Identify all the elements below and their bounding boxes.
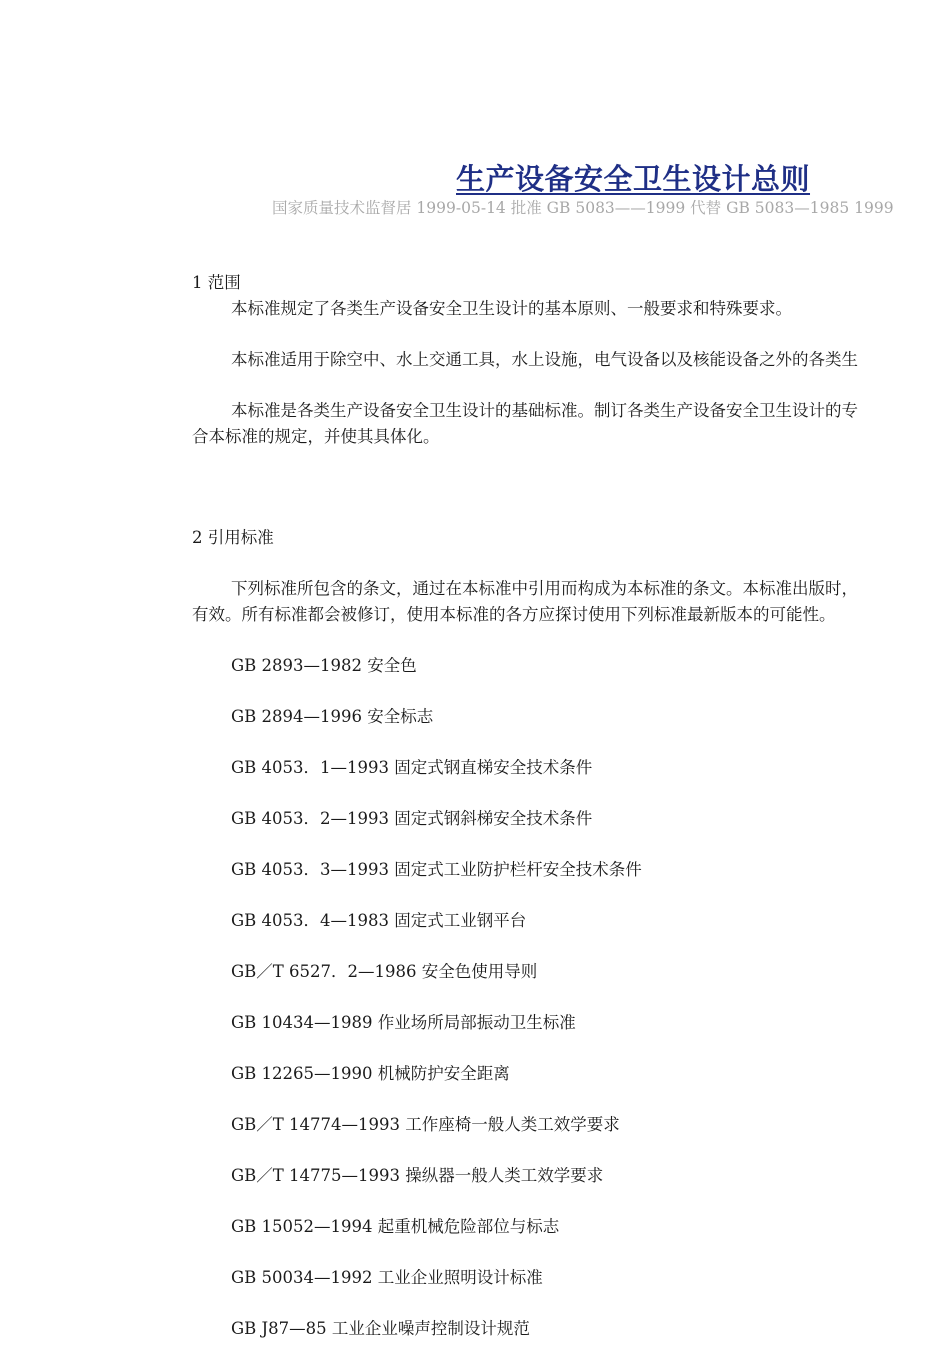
reference-item: GB J87—85 工业企业噪声控制设计规范 [231, 1319, 530, 1338]
reference-item: GB 12265—1990 机械防护安全距离 [231, 1064, 510, 1083]
section-2-intro-line-2: 有效。所有标准都会被修订，使用本标准的各方应探讨使用下列标准最新版本的可能性。 [192, 605, 836, 624]
reference-item: GB 2894—1996 安全标志 [231, 707, 434, 726]
section-1-paragraph-1: 本标准规定了各类生产设备安全卫生设计的基本原则、一般要求和特殊要求。 [231, 299, 792, 318]
reference-item: GB 4053．3—1993 固定式工业防护栏杆安全技术条件 [231, 860, 642, 879]
reference-item: GB／T 6527．2—1986 安全色使用导则 [231, 962, 538, 981]
document-title[interactable]: 生产设备安全卫生设计总则 [456, 162, 811, 196]
section-2-intro-line-1: 下列标准所包含的条文，通过在本标准中引用而构成为本标准的条文。本标准出版时， [231, 579, 858, 598]
reference-item: GB 4053．1—1993 固定式钢直梯安全技术条件 [231, 758, 593, 777]
reference-item: GB／T 14775—1993 操纵器一般人类工效学要求 [231, 1166, 604, 1185]
section-1-heading: 1 范围 [192, 273, 241, 292]
section-2-heading: 2 引用标准 [192, 528, 274, 547]
reference-item: GB 4053．2—1993 固定式钢斜梯安全技术条件 [231, 809, 593, 828]
reference-item: GB 4053．4—1983 固定式工业钢平台 [231, 911, 527, 930]
reference-item: GB／T 14774—1993 工作座椅一般人类工效学要求 [231, 1115, 620, 1134]
reference-item: GB 50034—1992 工业企业照明设计标准 [231, 1268, 543, 1287]
document-subtitle: 国家质量技术监督居 1999-05-14 批准 GB 5083——1999 代替 GB 5083—1985 1999 [272, 199, 894, 217]
reference-item: GB 15052—1994 起重机械危险部位与标志 [231, 1217, 560, 1236]
reference-item: GB 2893—1982 安全色 [231, 656, 417, 675]
section-1-paragraph-2: 本标准适用于除空中、水上交通工具，水上设施，电气设备以及核能设备之外的各类生 [231, 350, 858, 369]
section-1-paragraph-3-line-2: 合本标准的规定，并使其具体化。 [192, 427, 440, 446]
reference-item: GB 10434—1989 作业场所局部振动卫生标准 [231, 1013, 576, 1032]
section-1-paragraph-3-line-1: 本标准是各类生产设备安全卫生设计的基础标准。制订各类生产设备安全卫生设计的专 [231, 401, 858, 420]
